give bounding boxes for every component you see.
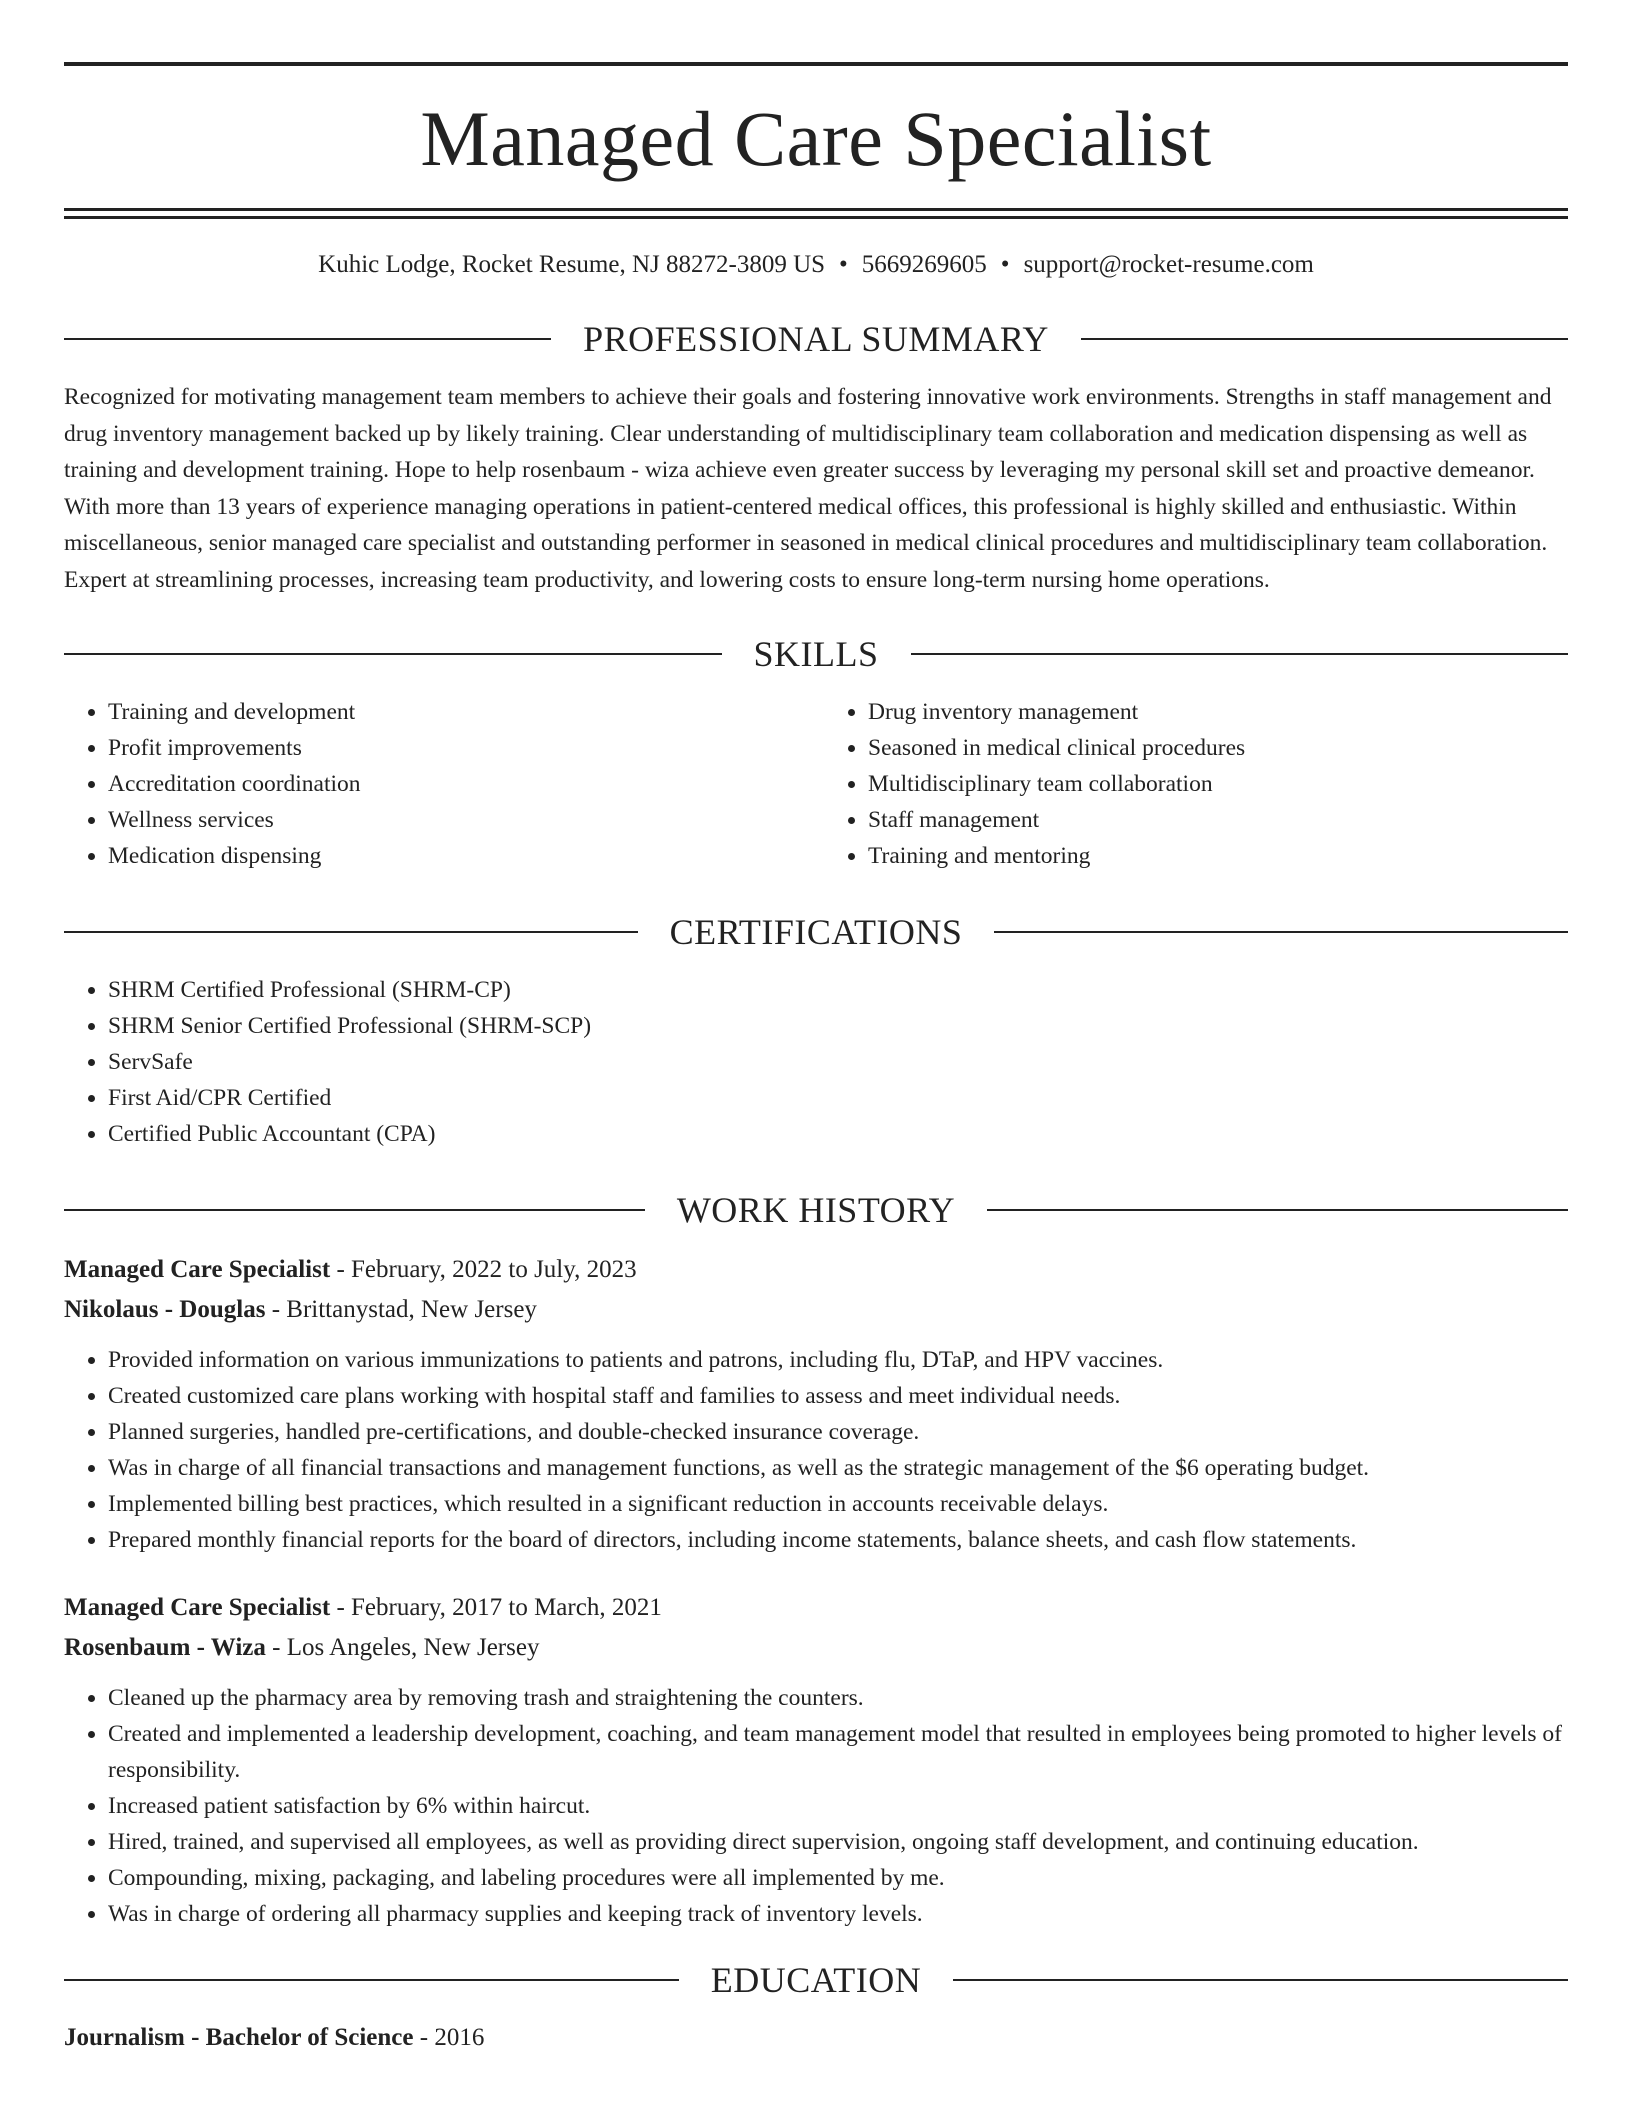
skill-item: • Wellness services (108, 802, 816, 838)
heading-rule (64, 1209, 645, 1211)
section-heading-certifications (64, 914, 1568, 950)
skill-item: • Multidisciplinary team collaboration (868, 766, 1568, 802)
section-heading-summary (64, 321, 1568, 357)
skills-list (64, 694, 1568, 874)
section-title: CERTIFICATIONS (669, 912, 963, 952)
job-location: - Brittanystad, New Jersey (265, 1296, 537, 1323)
double-rule (64, 208, 1568, 219)
job-bullets (64, 1680, 1568, 1932)
job-bullet: • Increased patient satisfaction by 6% within haircut. (108, 1788, 1568, 1824)
job-bullet: • Provided information on various immunizations to patients and patrons, including flu, DTaP, and HPV vaccines. (108, 1342, 1568, 1378)
section-title: EDUCATION (710, 1960, 922, 2000)
heading-rule (953, 1979, 1568, 1981)
heading-rule (64, 653, 722, 655)
heading-rule (64, 1979, 679, 1981)
contact-email: support@rocket-resume.com (1023, 251, 1314, 278)
skill-item: • Staff management (868, 802, 1568, 838)
section-title: PROFESSIONAL SUMMARY (583, 319, 1049, 359)
heading-rule (994, 931, 1568, 933)
section-heading-skills (64, 636, 1568, 672)
job-role: Managed Care Specialist (64, 1256, 331, 1283)
certification-item: • SHRM Certified Professional (SHRM-CP) (108, 972, 1568, 1008)
skill-item: • Accreditation coordination (108, 766, 816, 802)
contact-address: Kuhic Lodge, Rocket Resume, NJ 88272-3809 US (318, 251, 826, 278)
top-rule (64, 62, 1568, 66)
job-company-line (64, 1290, 1568, 1330)
job-bullet: • Compounding, mixing, packaging, and labeling procedures were all implemented by me. (108, 1860, 1568, 1896)
job-role: Managed Care Specialist (64, 1594, 331, 1621)
job-title-line (64, 1588, 1568, 1628)
job-company: Nikolaus - Douglas (64, 1296, 266, 1323)
job-bullet: • Planned surgeries, handled pre-certifications, and double-checked insurance coverage. (108, 1414, 1568, 1450)
heading-rule (64, 338, 551, 340)
job-bullet: • Was in charge of all financial transactions and management functions, as well as the strategic management of the $6 operating budget. (108, 1450, 1568, 1486)
skill-item: • Training and development (108, 694, 816, 730)
heading-rule (64, 931, 638, 933)
job-location: - Los Angeles, New Jersey (265, 1634, 540, 1661)
job-bullet: • Was in charge of ordering all pharmacy supplies and keeping track of inventory levels. (108, 1896, 1568, 1932)
skills-column-left (64, 694, 816, 874)
job-bullet: • Prepared monthly financial reports for the board of directors, including income statements, balance sheets, and cash flow statements. (108, 1522, 1568, 1558)
job-bullet: • Implemented billing best practices, which resulted in a significant reduction in accounts receivable delays. (108, 1486, 1568, 1522)
job-title-line (64, 1250, 1568, 1290)
contact-separator: • (839, 251, 848, 278)
contact-phone: 5669269605 (861, 251, 987, 278)
skill-item: • Training and mentoring (868, 838, 1568, 874)
job-bullets (64, 1342, 1568, 1558)
heading-rule (1081, 338, 1568, 340)
job-dates: - February, 2022 to July, 2023 (330, 1256, 637, 1283)
skills-column-right (816, 694, 1568, 874)
skill-item: • Seasoned in medical clinical procedures (868, 730, 1568, 766)
job-entry (64, 1250, 1568, 1558)
certification-item: • First Aid/CPR Certified (108, 1080, 1568, 1116)
contact-line (64, 252, 1568, 277)
certifications-list (64, 972, 1568, 1152)
job-bullet: • Created customized care plans working with hospital staff and families to assess and meet individual needs. (108, 1378, 1568, 1414)
job-dates: - February, 2017 to March, 2021 (330, 1594, 662, 1621)
section-title: WORK HISTORY (676, 1190, 956, 1230)
certification-item: • SHRM Senior Certified Professional (SHRM-SCP) (108, 1008, 1568, 1044)
skill-item: • Profit improvements (108, 730, 816, 766)
job-company: Rosenbaum - Wiza (64, 1634, 266, 1661)
section-heading-work-history (64, 1192, 1568, 1228)
job-bullet: • Cleaned up the pharmacy area by removing trash and straightening the counters. (108, 1680, 1568, 1716)
heading-rule (911, 653, 1569, 655)
summary-text: Recognized for motivating management team members to achieve their goals and fostering innovative work environments. Strengths in staff management and drug inventory management backed up by likely training. Clear understanding of multidisciplinary team collaboration and medication dispensing as well as training and development training. Hope to help rosenbaum - wiza achieve even greater success by leveraging my personal skill set and proactive demeanor. With more than 13 years of experience managing operations in patient-centered medical offices, this professional is highly skilled and enthusiastic. Within miscellaneous, senior managed care specialist and outstanding performer in seasoned in medical clinical procedures and multidisciplinary team collaboration. Expert at streamlining processes, increasing team productivity, and lowering costs to ensure long-term nursing home operations. (64, 384, 1552, 593)
contact-separator: • (1000, 251, 1010, 278)
skill-item: • Medication dispensing (108, 838, 816, 874)
job-company-line (64, 1628, 1568, 1668)
education-degree: Journalism - Bachelor of Science (64, 2024, 414, 2051)
skill-item: • Drug inventory management (868, 694, 1568, 730)
education-year: - 2016 (413, 2024, 485, 2051)
education-entry (64, 2018, 1568, 2058)
job-bullet: • Hired, trained, and supervised all employees, as well as providing direct supervision, ongoing staff development, and continuing education. (108, 1824, 1568, 1860)
job-bullet: • Created and implemented a leadership development, coaching, and team management model that resulted in employees being promoted to higher levels of responsibility. (108, 1716, 1568, 1788)
job-entry (64, 1588, 1568, 1932)
resume-name: Managed Care Specialist (420, 95, 1212, 182)
heading-rule (987, 1209, 1568, 1211)
section-heading-education (64, 1962, 1568, 1998)
certification-item: • Certified Public Accountant (CPA) (108, 1116, 1568, 1152)
section-title: SKILLS (753, 634, 879, 674)
certification-item: • ServSafe (108, 1044, 1568, 1080)
